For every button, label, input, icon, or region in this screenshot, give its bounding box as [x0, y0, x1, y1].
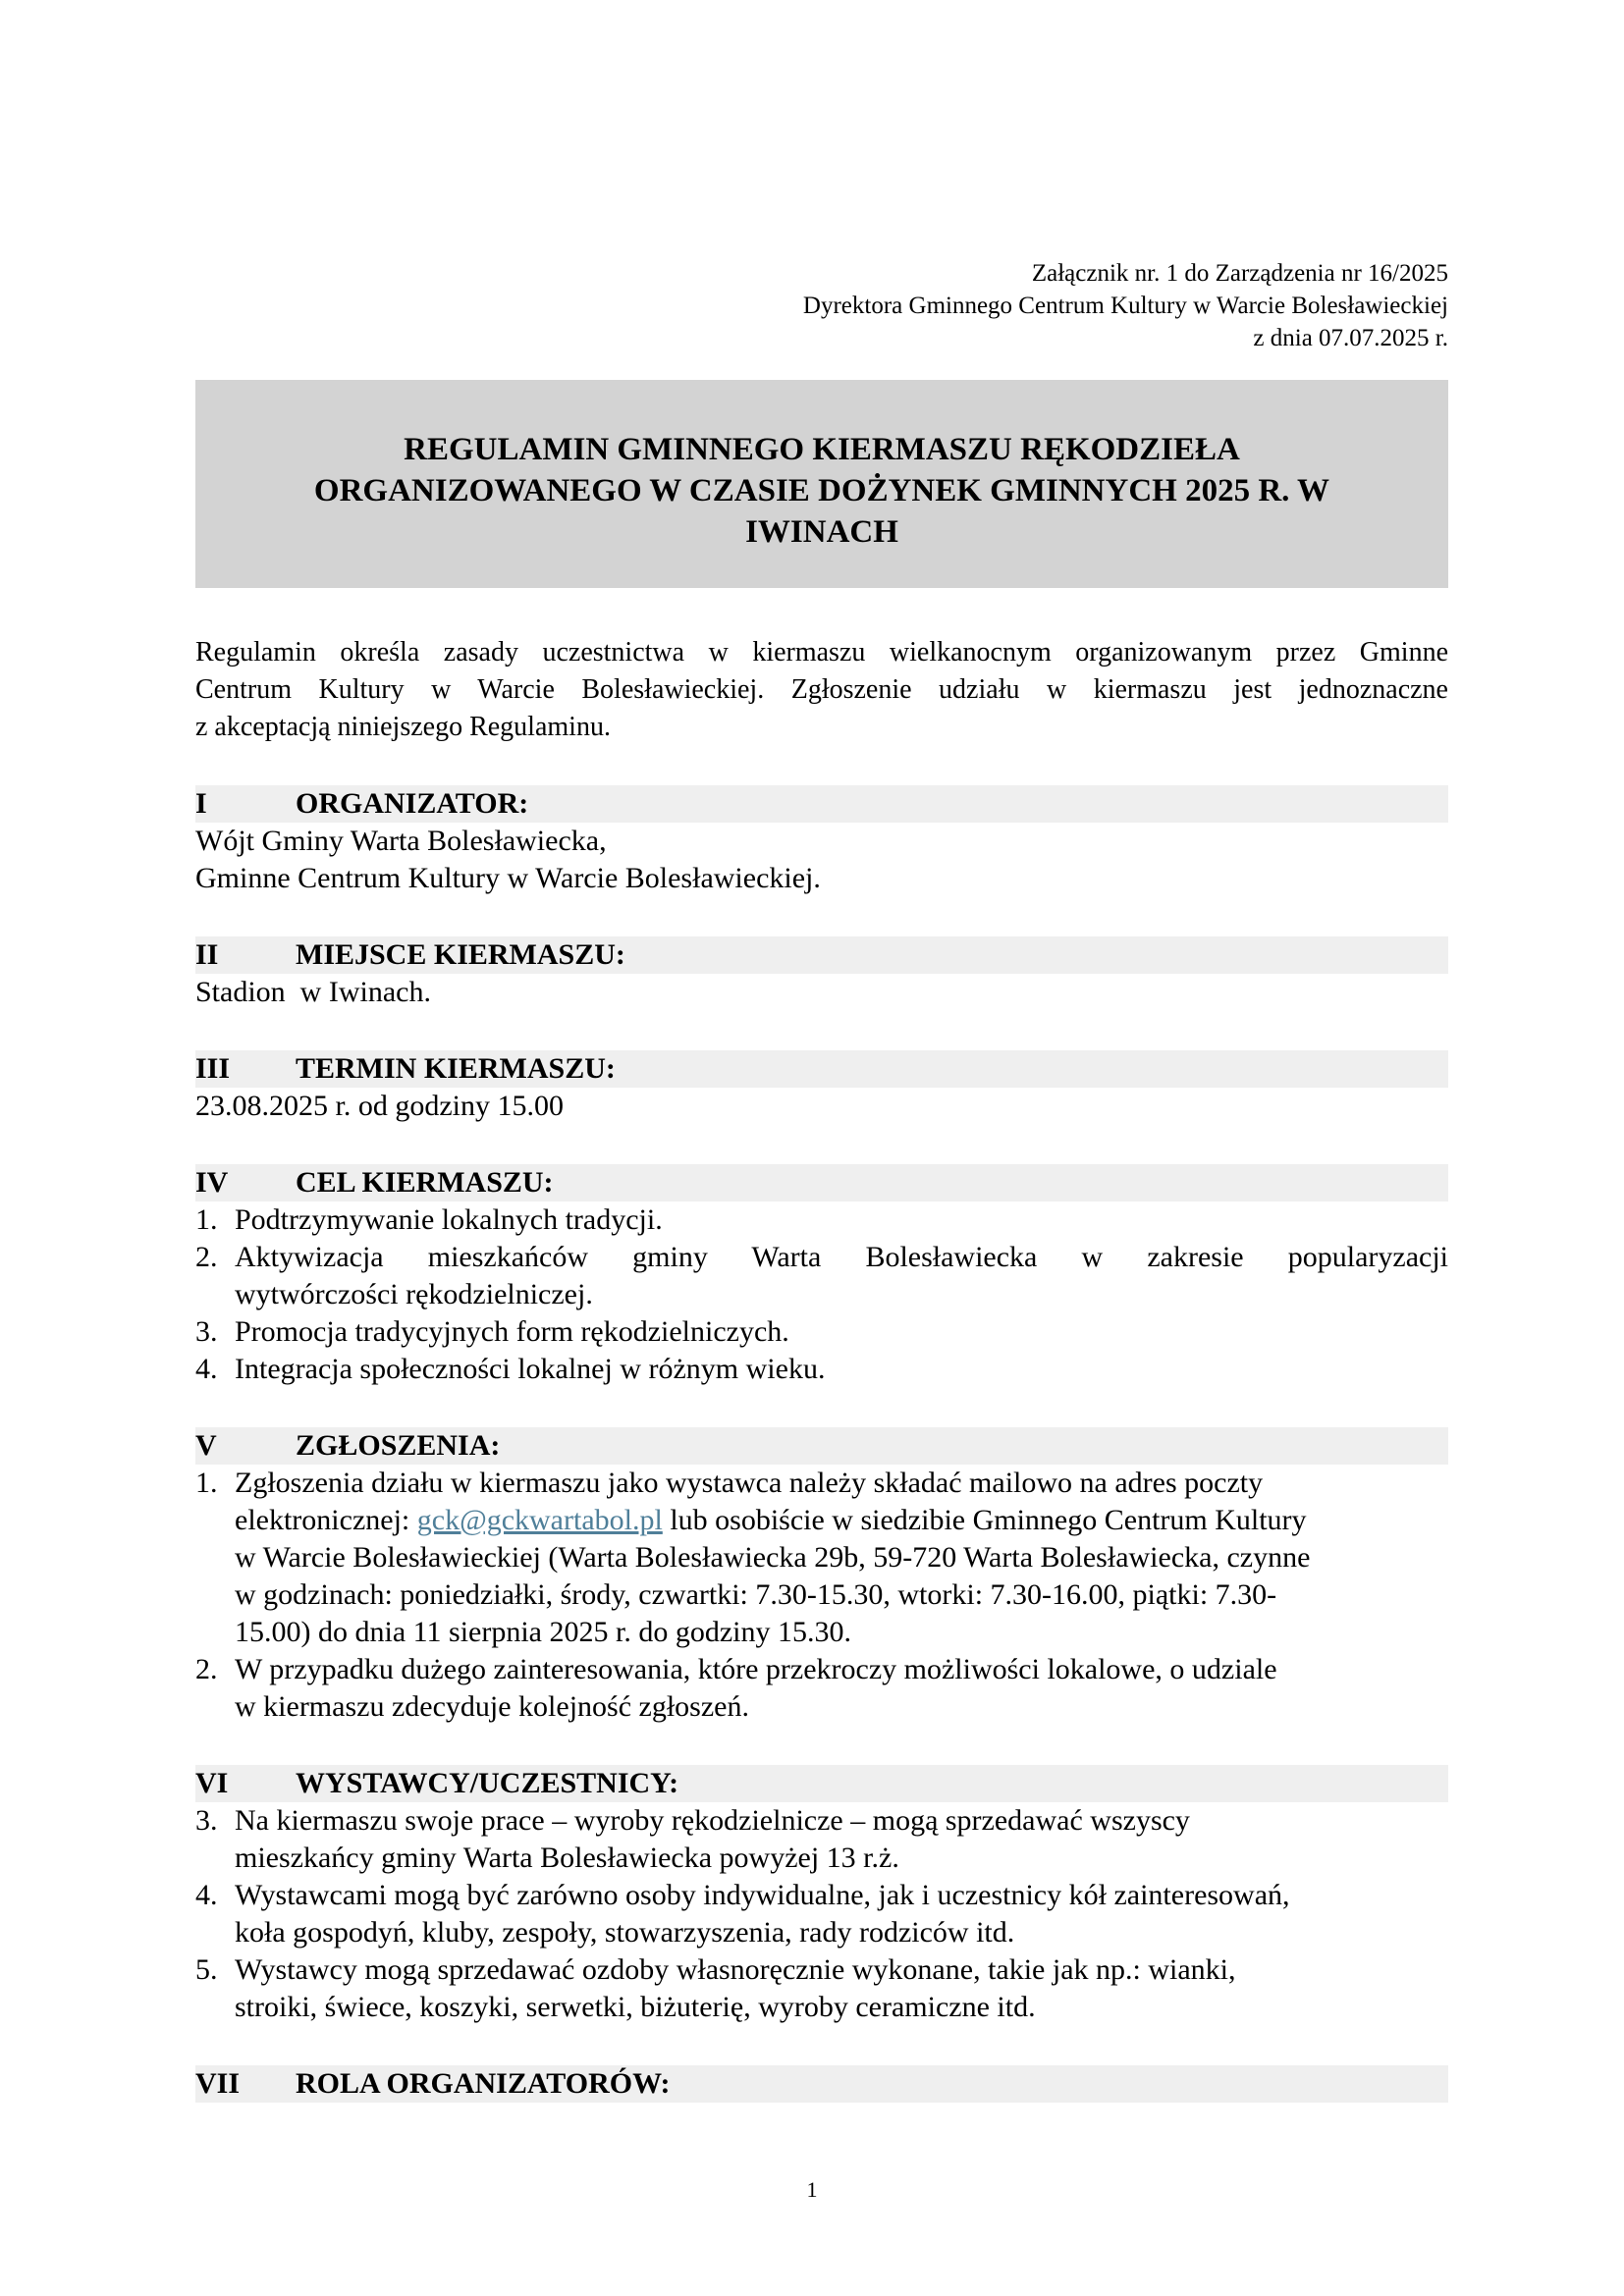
- list-item-line: Podtrzymywanie lokalnych tradycji.: [235, 1203, 663, 1236]
- section-number: VI: [195, 1767, 229, 1799]
- attachment-line: z dnia 07.07.2025 r.: [1253, 325, 1448, 351]
- list-item-text: [235, 1651, 1448, 1726]
- section-title: ZGŁOSZENIA:: [296, 1429, 501, 1462]
- list-item-number: 2.: [195, 1241, 218, 1273]
- list-item: [195, 1951, 1448, 2026]
- list-item-line: [235, 1502, 1448, 1539]
- list-item: [195, 1465, 1448, 1651]
- attachment-line: Załącznik nr. 1 do Zarządzenia nr 16/2025: [1031, 260, 1448, 287]
- section-title: CEL KIERMASZU:: [296, 1166, 554, 1199]
- section-goal: [195, 1164, 1448, 1388]
- list-item-number: 3.: [195, 1315, 218, 1348]
- date-line: 23.08.2025 r. od godziny 15.00: [195, 1090, 564, 1122]
- section-number: V: [195, 1429, 217, 1462]
- list-item-line: w godzinach: poniedziałki, środy, czwartki: 7.30-15.30, wtorki: 7.30-16.00, piątki: 7.30-: [235, 1578, 1277, 1611]
- attachment-line: Dyrektora Gminnego Centrum Kultury w Warcie Bolesławieckiej: [802, 293, 1448, 319]
- intro-line: Centrum Kultury w Warcie Bolesławieckiej. Zgłoszenie udziału w kiermaszu jest jednoznaczne: [195, 674, 1448, 705]
- section-title: ROLA ORGANIZATORÓW:: [296, 2067, 671, 2100]
- section-exhibitors: [195, 1765, 1448, 2026]
- list-item-line: Na kiermaszu swoje prace – wyroby rękodzielnicze – mogą sprzedawać wszyscy: [235, 1804, 1190, 1837]
- list-item-line: 15.00) do dnia 11 sierpnia 2025 r. do godziny 15.30.: [235, 1616, 851, 1648]
- section-title: WYSTAWCY/UCZESTNICY:: [296, 1767, 679, 1799]
- list-item-line: Wystawcami mogą być zarówno osoby indywidualne, jak i uczestnicy kół zainteresowań,: [235, 1879, 1290, 1911]
- list-item-text: [235, 1201, 1448, 1239]
- list-item-text: [235, 1351, 1448, 1388]
- list-item-number: 4.: [195, 1353, 218, 1385]
- section-number: I: [195, 787, 207, 820]
- list-item-line: Wystawcy mogą sprzedawać ozdoby własnoręcznie wykonane, takie jak np.: wianki,: [235, 1953, 1236, 1986]
- inline-text: elektronicznej:: [235, 1504, 417, 1536]
- document-title-box: [195, 380, 1448, 588]
- intro-line: z akceptacją niniejszego Regulaminu.: [195, 712, 611, 742]
- document-title-line: REGULAMIN GMINNEGO KIERMASZU RĘKODZIEŁA: [404, 432, 1240, 467]
- list-item-text: [235, 1313, 1448, 1351]
- section-number: VII: [195, 2067, 241, 2100]
- section-title: MIEJSCE KIERMASZU:: [296, 938, 625, 971]
- document-title-line: IWINACH: [745, 514, 898, 550]
- section-heading: [195, 936, 1448, 974]
- list-item-line: koła gospodyń, kluby, zespoły, stowarzyszenia, rady rodziców itd.: [235, 1916, 1015, 1949]
- section-title: TERMIN KIERMASZU:: [296, 1052, 616, 1085]
- goal-list: [195, 1201, 1448, 1388]
- section-date: [195, 1050, 1448, 1125]
- list-item: [195, 1201, 1448, 1239]
- list-item: [195, 1877, 1448, 1951]
- list-item-number: 1.: [195, 1467, 218, 1499]
- list-item-text: [235, 1951, 1448, 2026]
- list-item-line: stroiki, świece, koszyki, serwetki, biżuterię, wyroby ceramiczne itd.: [235, 1991, 1036, 2023]
- section-heading: [195, 1050, 1448, 1088]
- list-item-line: Promocja tradycyjnych form rękodzielniczych.: [235, 1315, 789, 1348]
- list-item-line: W przypadku dużego zainteresowania, które przekroczy możliwości lokalowe, o udziale: [235, 1653, 1277, 1685]
- section-heading: [195, 2065, 1448, 2103]
- section-heading: [195, 1427, 1448, 1465]
- section-title: ORGANIZATOR:: [296, 787, 529, 820]
- attachment-note: [195, 257, 1448, 354]
- applications-list: [195, 1465, 1448, 1726]
- list-item-number: 4.: [195, 1879, 218, 1911]
- list-item: [195, 1239, 1448, 1313]
- intro-line: Regulamin określa zasady uczestnictwa w kiermaszu wielkanocnym organizowanym przez Gminne: [195, 637, 1448, 667]
- section-organizer: [195, 785, 1448, 897]
- list-item-number: 3.: [195, 1804, 218, 1837]
- list-item: [195, 1651, 1448, 1726]
- list-item-line: Integracja społeczności lokalnej w różnym wieku.: [235, 1353, 826, 1385]
- list-item-line: Aktywizacja mieszkańców gminy Warta Bolesławiecka w zakresie popularyzacji: [235, 1241, 1448, 1273]
- list-item-number: 5.: [195, 1953, 218, 1986]
- section-place: [195, 936, 1448, 1011]
- section-number: IV: [195, 1166, 229, 1199]
- email-link[interactable]: gck@gckwartabol.pl: [416, 1504, 663, 1536]
- list-item-line: wytwórczości rękodzielniczej.: [235, 1278, 593, 1310]
- list-item-text: [235, 1239, 1448, 1313]
- list-item-number: 1.: [195, 1203, 218, 1236]
- exhibitors-list: [195, 1802, 1448, 2026]
- document-title-line: ORGANIZOWANEGO W CZASIE DOŻYNEK GMINNYCH 2025 R. W: [313, 473, 1330, 508]
- list-item: [195, 1351, 1448, 1388]
- list-item-number: 2.: [195, 1653, 218, 1685]
- section-heading: [195, 785, 1448, 823]
- list-item: [195, 1802, 1448, 1877]
- list-item-line: Zgłoszenia działu w kiermaszu jako wystawca należy składać mailowo na adres poczty: [235, 1467, 1264, 1499]
- list-item-line: w kiermaszu zdecyduje kolejność zgłoszeń.: [235, 1690, 749, 1723]
- place-line: Stadion w Iwinach.: [195, 976, 431, 1008]
- organizer-line: Wójt Gminy Warta Bolesławiecka,: [195, 825, 607, 857]
- list-item-text: [235, 1802, 1448, 1877]
- section-number: III: [195, 1052, 231, 1085]
- list-item-line: w Warcie Bolesławieckiej (Warta Bolesławiecka 29b, 59-720 Warta Bolesławiecka, czynne: [235, 1541, 1311, 1574]
- intro-paragraph: [195, 634, 1448, 746]
- section-number: II: [195, 938, 219, 971]
- document-content: [195, 257, 1448, 2103]
- section-heading: [195, 1164, 1448, 1201]
- section-applications: [195, 1427, 1448, 1726]
- section-organizers-role: [195, 2065, 1448, 2103]
- list-item-line: mieszkańcy gminy Warta Bolesławiecka powyżej 13 r.ż.: [235, 1842, 899, 1874]
- list-item: [195, 1313, 1448, 1351]
- organizer-line: Gminne Centrum Kultury w Warcie Bolesławieckiej.: [195, 862, 821, 894]
- list-item-text: [235, 1877, 1448, 1951]
- page-number: 1: [806, 2177, 818, 2202]
- inline-text: lub osobiście w siedzibie Gminnego Centrum Kultury: [662, 1504, 1307, 1536]
- section-heading: [195, 1765, 1448, 1802]
- list-item-text: [235, 1465, 1448, 1651]
